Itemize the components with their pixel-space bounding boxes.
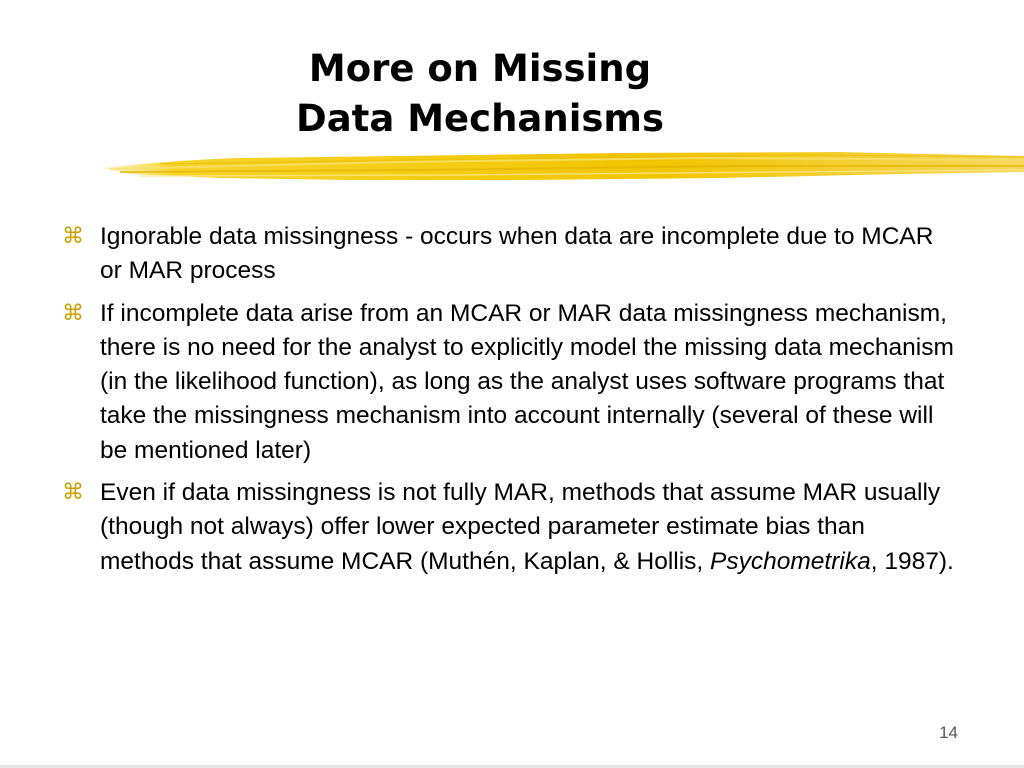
bullet-text-after: , 1987). bbox=[870, 547, 954, 575]
bullet-item bbox=[62, 476, 962, 579]
journal-title: Psychometrika bbox=[710, 547, 871, 575]
bullet-item bbox=[62, 220, 962, 289]
bullet-text-before: Even if data missingness is not fully MAR, methods that assume MAR usually (though not always) offer lower expected parameter estimate bias than methods that assume MCAR (Muthén, Kaplan, & Hollis, bbox=[100, 479, 941, 575]
bullet-text bbox=[100, 479, 954, 575]
slide-title-line-1: More on Missing bbox=[308, 47, 652, 90]
slide-title-line-2: Data Mechanisms bbox=[296, 97, 664, 140]
command-symbol-bullet-icon: ⌘ bbox=[62, 300, 84, 326]
command-symbol-bullet-icon: ⌘ bbox=[62, 224, 84, 249]
page-number: 14 bbox=[939, 723, 958, 742]
slide-title bbox=[160, 44, 800, 144]
bullet-text: If incomplete data arise from an MCAR or MAR data missingness mechanism, there is no need for the analyst to explicitly model the missing data mechanism (in the likelihood function), as long as the analyst uses software programs that take the missingness mechanism into account internally (several of these will be mentioned later) bbox=[100, 299, 954, 464]
bullet-item bbox=[62, 297, 962, 468]
yellow-brush-stroke bbox=[100, 142, 1024, 190]
bullet-list bbox=[62, 220, 962, 587]
command-symbol-bullet-icon: ⌘ bbox=[62, 480, 84, 506]
bullet-text: Ignorable data missingness - occurs when data are incomplete due to MCAR or MAR process bbox=[100, 223, 934, 285]
